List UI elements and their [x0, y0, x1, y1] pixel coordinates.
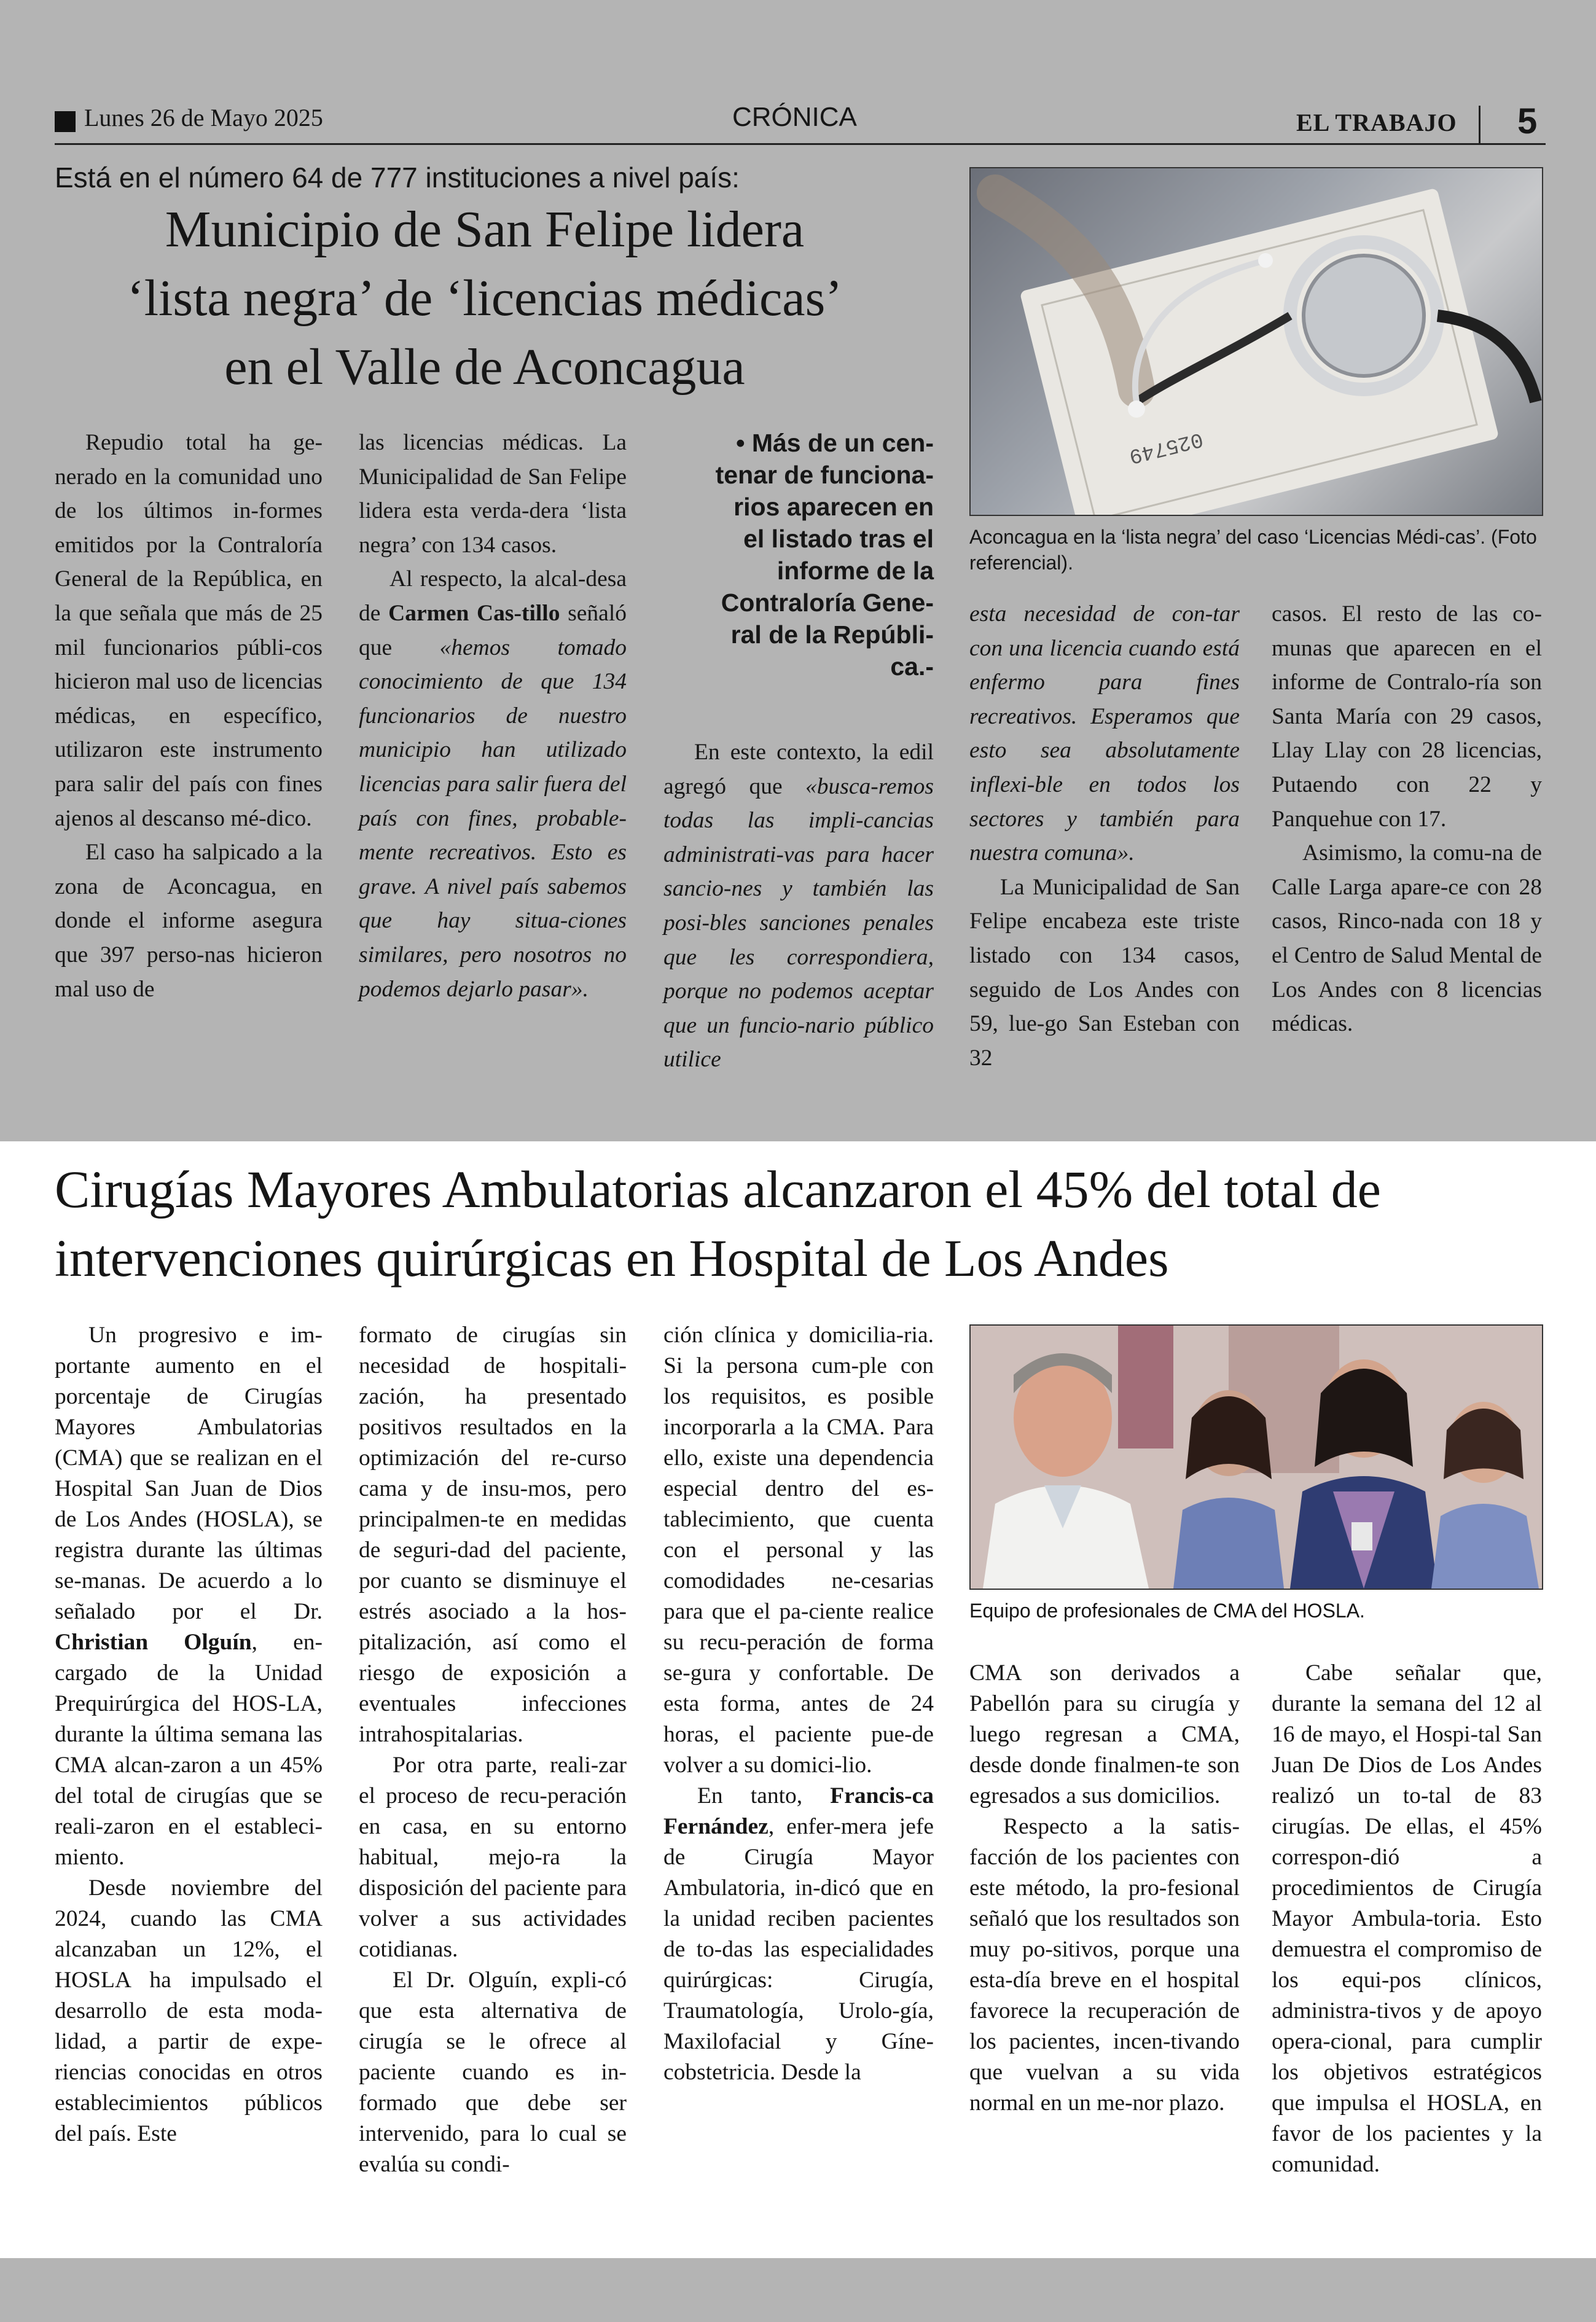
quote: esta necesidad de con-tar con una licencia cuando está enfermo para fines recreativos. Esperamos que esto sea absolutamente inflexi-ble en todos los sectores y también para nuestra comuna». [969, 601, 1240, 866]
header-divider [1479, 106, 1481, 144]
article1-headline [55, 195, 915, 402]
paragraph: Repudio total ha ge-nerado en la comunidad uno de los últimos in-formes emitidos por la Contraloría General de la República, en la que señala que más de 25 mil funcionarios públi-cos hicieron mal uso de licencias médicas, en específico, utilizaron este instrumento para salir del país con fines ajenos al descanso mé-dico. [55, 430, 323, 831]
paragraph: Por otra parte, reali-zar el proceso de recu-peración en casa, en su entorno habitual, mejo-ra la disposición del paciente para volver a sus actividades cotidianas. [359, 1753, 627, 1962]
quote: «hemos tomado conocimiento de que 134 funcionarios de nuestro municipio han utilizado licencias para salir fuera del país con fines, probable-mente recreativos. Esto es grave. A nivel país sabemos que hay situa-ciones similares, pero nosotros no podemos dejarlo pasar». [359, 635, 627, 1002]
article1-highlight [663, 427, 934, 682]
headline-line: Municipio de San Felipe lidera [165, 201, 805, 258]
paragraph: casos. El resto de las co-munas que aparecen en el informe de Contralo-ría son Santa María con 29 casos, Llay Llay con 28 licencias, Putaendo con 22 y Panquehue con 17. [1272, 601, 1542, 832]
highlight-line: • Más de un cen- [736, 429, 934, 457]
person-name: Carmen Cas-tillo [388, 600, 560, 626]
article1-photo-caption: Aconcagua en la ‘lista negra’ del caso ‘Licencias Médi-cas’. (Foto referencial). [969, 526, 1537, 574]
headline-line: en el Valle de Aconcagua [224, 338, 745, 396]
text-run: Al respecto, la alcal-desa de [359, 566, 627, 626]
article1-photo-stethoscope [969, 167, 1543, 516]
paragraph [359, 562, 627, 1006]
section-marker-square [55, 111, 76, 132]
paragraph: Desde noviembre del 2024, cuando las CMA alcanzaban un 12%, el HOSLA ha impulsado el desarrollo de esta moda-lidad, a partir de expe-riencias conocidas en otros establecimientos públicos del país. Este [55, 1875, 323, 2146]
paragraph: ción clínica y domicilia-ria. Si la persona cum-ple con los requisitos, es posible incorporarla a la CMA. Para ello, existe una dependencia especial dentro del es-tablecimiento, que cuenta con el personal y las comodidades ne-cesarias para que el pa-ciente realice su recu-peración de forma se-gura y confortable. De esta forma, antes de 24 horas, el paciente pue-de volver a su domici-lio. [663, 1323, 934, 1778]
newspaper-name: EL TRABAJO [1296, 109, 1457, 136]
headline-line: ‘lista negra’ de ‘licencias médicas’ [127, 270, 843, 327]
text-run: señaló que [359, 600, 627, 660]
person-name: Francis-ca Fernández [663, 1783, 934, 1839]
paragraph: Respecto a la satis-facción de los pacientes con este método, la pro-fesional señaló que los resultados son muy po-sitivos, porque una esta-día breve en el hospital favorece la recuperación de los pacientes, incen-tivando que vuelvan a su vida normal en un me-nor plazo. [969, 1814, 1240, 2116]
page-number: 5 [1517, 101, 1538, 141]
text-run: , enfer-mera jefe de Cirugía Mayor Ambulatoria, in-dicó que en la unidad reciben pacientes de to-das las especialidades quirúrgicas: Cirugía, Traumatología, Urolo-gía, Maxilofacial y Gíne-cobstetricia. Desde la [663, 1814, 934, 2085]
text-run: En este contexto, la edil agregó que [663, 740, 934, 799]
person-name: Christian Olguín [55, 1630, 252, 1655]
paragraph: El caso ha salpicado a la zona de Aconcagua, en donde el informe asegura que 397 perso-nas hicieron mal uso de [55, 840, 323, 1002]
paragraph: formato de cirugías sin necesidad de hospitali-zación, ha presentado positivos resultados en la optimización del re-curso cama y de insu-mos, pero principalmen-te en medidas de seguri-dad del paciente, por cuanto se disminuye el estrés asociado a la hos-pitalización, así como el riesgo de exposición a eventuales infecciones intrahospitalarias. [359, 1323, 627, 1747]
paragraph: El Dr. Olguín, expli-có que esta alternativa de cirugía se le ofrece al paciente cuando es in-formado que debe ser intervenido, para lo cual se evalúa su condi- [359, 1968, 627, 2177]
paragraph: La Municipalidad de San Felipe encabeza este triste listado con 134 casos, seguido de Los Andes con 59, lue-go San Esteban con 32 [969, 874, 1240, 1071]
article2-column-4 [969, 1658, 1240, 2119]
paragraph [663, 735, 934, 1077]
article1-column-2 [359, 426, 627, 1006]
article1-column-5 [1272, 597, 1542, 1041]
article2-column-5 [1272, 1658, 1542, 2180]
article2-column-3 [663, 1320, 934, 2088]
highlight-line: tenar de funciona- [715, 461, 934, 489]
article2-column-2 [359, 1320, 627, 2180]
article1-column-1 [55, 426, 323, 1006]
article2-column-1 [55, 1320, 323, 2149]
highlight-line: ca.- [890, 652, 934, 681]
paragraph [55, 1320, 323, 1873]
team-illustration [971, 1326, 1542, 1589]
paragraph: Asimismo, la comu-na de Calle Larga apare-ce con 28 casos, Rinco-nada con 18 y el Centro de Salud Mental de Los Andes con 8 licencias médicas. [1272, 840, 1542, 1037]
article2-headline [55, 1155, 1381, 1292]
stethoscope-illustration [971, 168, 1542, 515]
headline-line: intervenciones quirúrgicas en Hospital de Los Andes [55, 1229, 1169, 1288]
paragraph: CMA son derivados a Pabellón para su cirugía y luego regresan a CMA, desde donde finalmen-te son egresados a sus domicilios. [969, 1660, 1240, 1808]
form-number-text: 025749 [1126, 426, 1205, 467]
article2-team-photo [969, 1324, 1543, 1590]
article2-photo-caption: Equipo de profesionales de CMA del HOSLA. [969, 1600, 1365, 1622]
text-run: En tanto, [697, 1783, 831, 1808]
issue-date: Lunes 26 de Mayo 2025 [84, 104, 323, 131]
section-name: CRÓNICA [732, 102, 857, 132]
paragraph [663, 1781, 934, 2088]
text-run: , en-cargado de la Unidad Prequirúrgica del HOS-LA, durante la última semana las CMA alcan-zaron a un 45% del total de cirugías que se reali-zaron en el estableci-miento. [55, 1630, 323, 1870]
highlight-line: Contraloría Gene- [721, 588, 934, 617]
highlight-line: ral de la Repúbli- [730, 620, 934, 649]
article1-column-4 [969, 597, 1240, 1075]
article1-kicker: Está en el número 64 de 777 instituciones a nivel país: [55, 162, 740, 194]
paragraph: Cabe señalar que, durante la semana del 12 al 16 de mayo, el Hospi-tal San Juan De Dios de Los Andes realizó un to-tal de 83 cirugías. De ellas, el 45% correspon-dió a procedimientos de Cirugía Mayor Ambula-toria. Esto demuestra el compromiso de los equi-pos clínicos, administra-tivos y de apoyo opera-cional, para cumplir los objetivos estratégicos que impulsa el HOSLA, en favor de los pacientes y la comunidad. [1272, 1660, 1542, 2177]
headline-line: Cirugías Mayores Ambulatorias alcanzaron el 45% del total de [55, 1160, 1381, 1219]
article1-column-3 [663, 735, 934, 1077]
quote: «busca-remos todas las impli-cancias administrati-vas para hacer sancio-nes y también las posi-bles sanciones penales que les correspondiera, porque no podemos aceptar que un funcio-nario público utilice [663, 773, 934, 1073]
highlight-line: el listado tras el [743, 525, 934, 553]
paragraph: las licencias médicas. La Municipalidad de San Felipe lidera esta verda-dera ‘lista negra’ con 134 casos. [359, 430, 627, 558]
highlight-line: informe de la [776, 557, 934, 585]
text-run: Un progresivo e im-portante aumento en el porcentaje de Cirugías Mayores Ambulatorias (CMA) que se realizan en el Hospital San Juan de Dios de Los Andes (HOSLA), se registra durante las últimas se-manas. De acuerdo a lo señalado por el Dr. [55, 1323, 323, 1624]
header-rule [55, 143, 1546, 145]
highlight-line: rios aparecen en [733, 493, 934, 521]
